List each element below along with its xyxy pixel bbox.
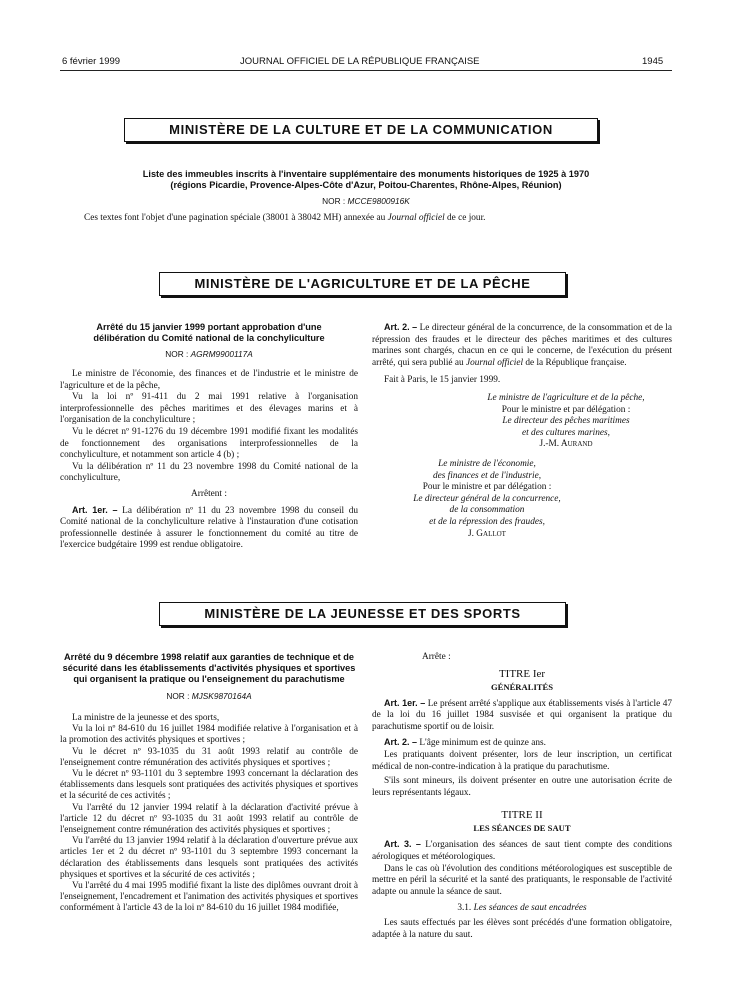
agriculture-preamble: Le ministre de l'économie, des finances et de l'industrie et le ministre de l'agriculture et de la pêche, Vu la loi nº 91-411 du 2 mai 1991 relative à l'organisation interprofessionnelle des pêches maritimes et des élevages marins et à l'organisation de la conchyliculture ; Vu le décret nº 91-1276 du 19 décembre 1991 modifié fixant les modalités de fonctionnement des organisations interprofessionnelles de la conchyliculture, et notamment son article 4 (b) ; Vu la délibération nº 11 du 23 novembre 1998 du Comité national de la conchyliculture, Arrêtent : Art. 1er. – La délibération nº 11 du 23 novembre 1998 du conseil du Comité national de la conchyliculture relative à l'instauration d'une cotisation professionnelle destinée à assurer le fonctionnement du comité au titre de l'exercice budgétaire 1999 est rendue obligatoire. xyxy=(60,369,358,551)
jeunesse-articles-2: Art. 3. – L'organisation des séances de saut tient compte des conditions aérologiques et météorologiques. Dans le cas où l'évolution des conditions météorologiques est susceptible de mettre en péril la sécurité et la santé des pratiquants, le responsable de l'activité adapte ou annule la séance de saut. 3.1. Les séances de saut encadrées Les sauts effectués par les élèves sont précédés d'une formation obligatoire, adaptée à la nature du saut. xyxy=(372,839,673,940)
titre-2-subtitle: LES SÉANCES DE SAUT xyxy=(473,823,571,834)
culture-title-line2: (régions Picardie, Provence-Alpes-Côte d'Azur, Poitou-Charentes, Rhône-Alpes, Réunion) xyxy=(170,180,562,190)
jeunesse-preamble: La ministre de la jeunesse et des sports, Vu la loi nº 84-610 du 16 juillet 1984 modifiée relative à l'organisation et à la promotion des activités physiques et sportives ; Vu le décret nº 93-1035 du 31 août 1993 relatif au contrôle de l'enseignement contre rémunération des activités physiques et sportives ; Vu le décret nº 93-1101 du 3 septembre 1993 concernant la déclaration des établissements dans lesquels sont pratiquées des activités physiques et sportives et la sécurité de ces activités ; Vu l'arrêté du 12 janvier 1994 relatif à la déclaration d'activité prévue à l'article 12 du décret nº 93-1035 du 31 août 1993 relatif au contrôle de l'enseignement contre rémunération des activités physiques et sportives ; Vu l'arrêté du 13 janvier 1994 relatif à la déclaration d'ouverture prévue aux articles 1er et 2 du décret nº 93-1101 du 3 septembre 1993 concernant la déclaration des établissements dans lesquels sont pratiquées des activités physiques et sportives et la sécurité de ces activités ; Vu l'arrêté du 4 mai 1995 modifié fixant la liste des diplômes ouvrant droit à l'enseignement, l'encadrement et l'animation des activités physiques et sportives conformément à l'article 43 de la loi nº 84-610 du 16 juillet 1984 modifiée, xyxy=(60,713,358,914)
agriculture-signature-1: Le ministre de l'agriculture et de la pêche, Pour le ministre et par délégation : Le directeur des pêches maritimes et des cultures marines, J.-M. Aurand xyxy=(487,392,645,450)
agriculture-right-column xyxy=(372,322,672,540)
header-page-number: 1945 xyxy=(642,56,664,67)
header-journal-title: JOURNAL OFFICIEL DE LA RÉPUBLIQUE FRANÇAISE xyxy=(240,56,480,67)
agriculture-decree-title: Arrêté du 15 janvier 1999 portant approbation d'une délibération du Comité national de la conchyliculture xyxy=(93,322,325,343)
nor-code: MCCE9800916K xyxy=(347,196,410,206)
jeunesse-nor: NOR : MJSK9870164A xyxy=(166,691,252,701)
subsection-3-1: 3.1. Les séances de saut encadrées xyxy=(457,903,587,914)
ministry-jeunesse-title: MINISTÈRE DE LA JEUNESSE ET DES SPORTS xyxy=(204,606,521,621)
jeunesse-right-column xyxy=(372,652,672,941)
titre-1-subtitle: GÉNÉRALITÉS xyxy=(490,681,554,692)
agriculture-fait: Fait à Paris, le 15 janvier 1999. xyxy=(384,375,501,386)
header-date: 6 février 1999 xyxy=(62,56,121,67)
nor-label: NOR : xyxy=(322,196,346,206)
agriculture-signature-2: Le ministre de l'économie, des finances et de l'industrie, Pour le ministre et par délégation : Le directeur général de la concurrence, de la consommation et de la répression des fraudes, J. Gallot xyxy=(413,458,561,539)
jeunesse-arrete: Arrête : xyxy=(422,652,451,662)
agriculture-article-1: Art. 1er. – La délibération nº 11 du 23 novembre 1998 du conseil du Comité national de la conchyliculture relative à l'instauration d'une cotisation professionnelle destinée à assurer le fonctionnement du comité au titre de l'exercice budgétaire 1999 est rendue obligatoire. xyxy=(60,504,358,551)
agriculture-nor: NOR : AGRM9900117A xyxy=(165,349,253,359)
culture-note: Ces textes font l'objet d'une pagination spéciale (38001 à 38042 MH) annexée au Journal officiel de ce jour. xyxy=(84,213,486,223)
jeunesse-decree-title: Arrêté du 9 décembre 1998 relatif aux garanties de technique et de sécurité dans les établissements d'activités physiques et sportives qui organisent la pratique ou l'enseignement du parachutisme xyxy=(62,652,356,684)
jeunesse-articles: Art. 1er. – Le présent arrêté s'applique aux établissements visés à l'article 47 de la loi du 16 juillet 1984 susvisée et qui organisent la pratique du parachutisme sportif ou de loisir. Art. 2. – L'âge minimum est de quinze ans. Les pratiquants doivent présenter, lors de leur inscription, un certificat médical de non-contre-indication à la pratique du parachutisme. S'ils sont mineurs, ils doivent présenter en outre une autorisation écrite de leurs représentants légaux. xyxy=(372,697,673,798)
jeunesse-article-2: Art. 2. – L'âge minimum est de quinze ans. xyxy=(384,737,546,749)
ministry-culture-box xyxy=(124,118,598,142)
ministry-culture-title: MINISTÈRE DE LA CULTURE ET DE LA COMMUNICATION xyxy=(169,122,553,137)
ministry-agriculture-title: MINISTÈRE DE L'AGRICULTURE ET DE LA PÊCHE xyxy=(194,276,531,291)
culture-decree-title xyxy=(70,169,662,191)
culture-nor xyxy=(70,196,662,206)
titre-1: TITRE Ier xyxy=(498,667,546,680)
agriculture-left-column xyxy=(60,322,358,552)
jeunesse-left-column xyxy=(60,652,358,915)
agriculture-article-2: Art. 2. – Le directeur général de la concurrence, de la consommation et de la répression des fraudes et le directeur des pêches maritimes et des cultures marines sont chargés, chacun en ce qui le concerne, de l'exécution du présent arrêté, qui sera publié au Journal officiel de la République française. Fait à Paris, le 15 janvier 1999. xyxy=(372,322,673,386)
jeunesse-article-3: Art. 3. – L'organisation des séances de saut tient compte des conditions aérologiques et météorologiques. xyxy=(372,839,673,862)
header-rule xyxy=(60,70,672,71)
titre-2: TITRE II xyxy=(501,809,543,822)
jeunesse-article-1: Art. 1er. – Le présent arrêté s'applique aux établissements visés à l'article 47 de la loi du 16 juillet 1984 susvisée et qui organisent la pratique du parachutisme sportif ou de loisir. xyxy=(372,697,673,732)
agriculture-arretent: Arrêtent : xyxy=(191,488,227,499)
ministry-jeunesse-box xyxy=(159,602,566,626)
ministry-agriculture-box xyxy=(159,272,566,296)
culture-title-line1: Liste des immeubles inscrits à l'inventaire supplémentaire des monuments historiques de 1925 à 1970 xyxy=(142,169,590,179)
